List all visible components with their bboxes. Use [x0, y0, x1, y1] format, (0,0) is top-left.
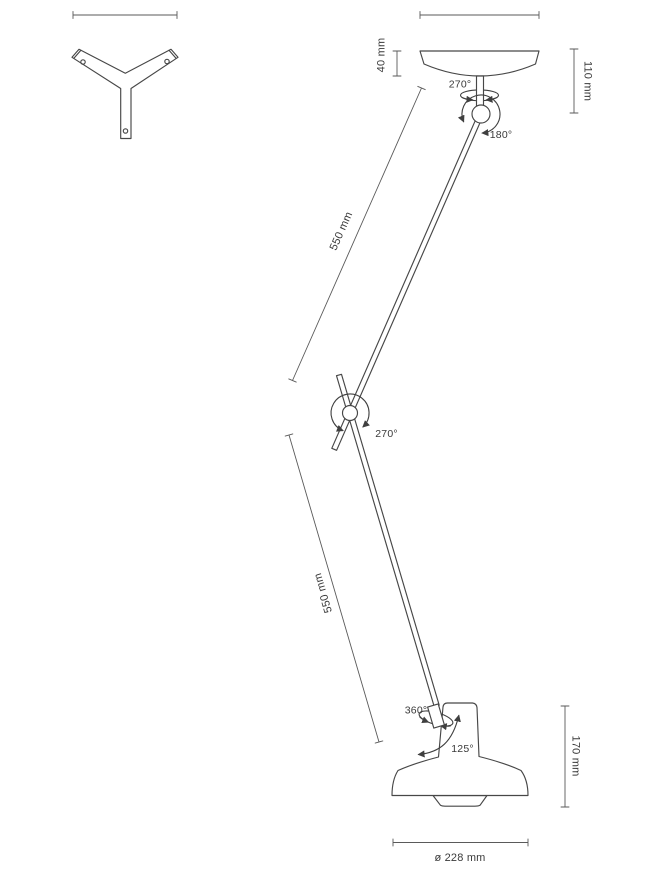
shade-diameter-dimension	[393, 839, 528, 864]
dim-label-40mm: 40 mm	[375, 37, 388, 73]
head-connector	[428, 704, 445, 728]
angle-label-head-swivel: 360°	[404, 704, 428, 717]
dim-label-550mm-upper: 550 mm	[327, 210, 356, 253]
ceiling-canopy	[420, 12, 539, 77]
angle-label-head-tilt: 125°	[451, 743, 474, 755]
elbow-joint	[331, 394, 369, 431]
lower-arm-dimension	[285, 434, 383, 743]
bracket-width-dimension	[73, 12, 177, 19]
canopy-height-dimension	[376, 38, 402, 76]
head-height-dimension	[561, 706, 582, 807]
upper-arm-dimension	[289, 86, 425, 382]
lower-arm-rod	[337, 374, 440, 706]
canopy-drop-dimension	[570, 49, 594, 113]
angle-label-elbow: 270°	[375, 428, 398, 440]
dim-label-550mm-lower: 550 mm	[312, 571, 335, 615]
bracket-outline	[72, 49, 178, 138]
mounting-bracket	[72, 12, 178, 139]
canopy-stem	[477, 76, 484, 106]
angle-label-shoulder: 180°	[489, 129, 513, 141]
dim-label-110mm: 110 mm	[581, 60, 594, 102]
dim-label-170mm: 170 mm	[569, 735, 582, 777]
shade-diffuser	[433, 796, 487, 807]
upper-arm-rod	[332, 121, 480, 450]
canopy-outline	[420, 51, 539, 76]
dim-label-diameter: ø 228 mm	[434, 852, 486, 864]
canopy-width-dimension	[420, 12, 539, 19]
angle-label-canopy-swivel: 270°	[448, 78, 472, 91]
